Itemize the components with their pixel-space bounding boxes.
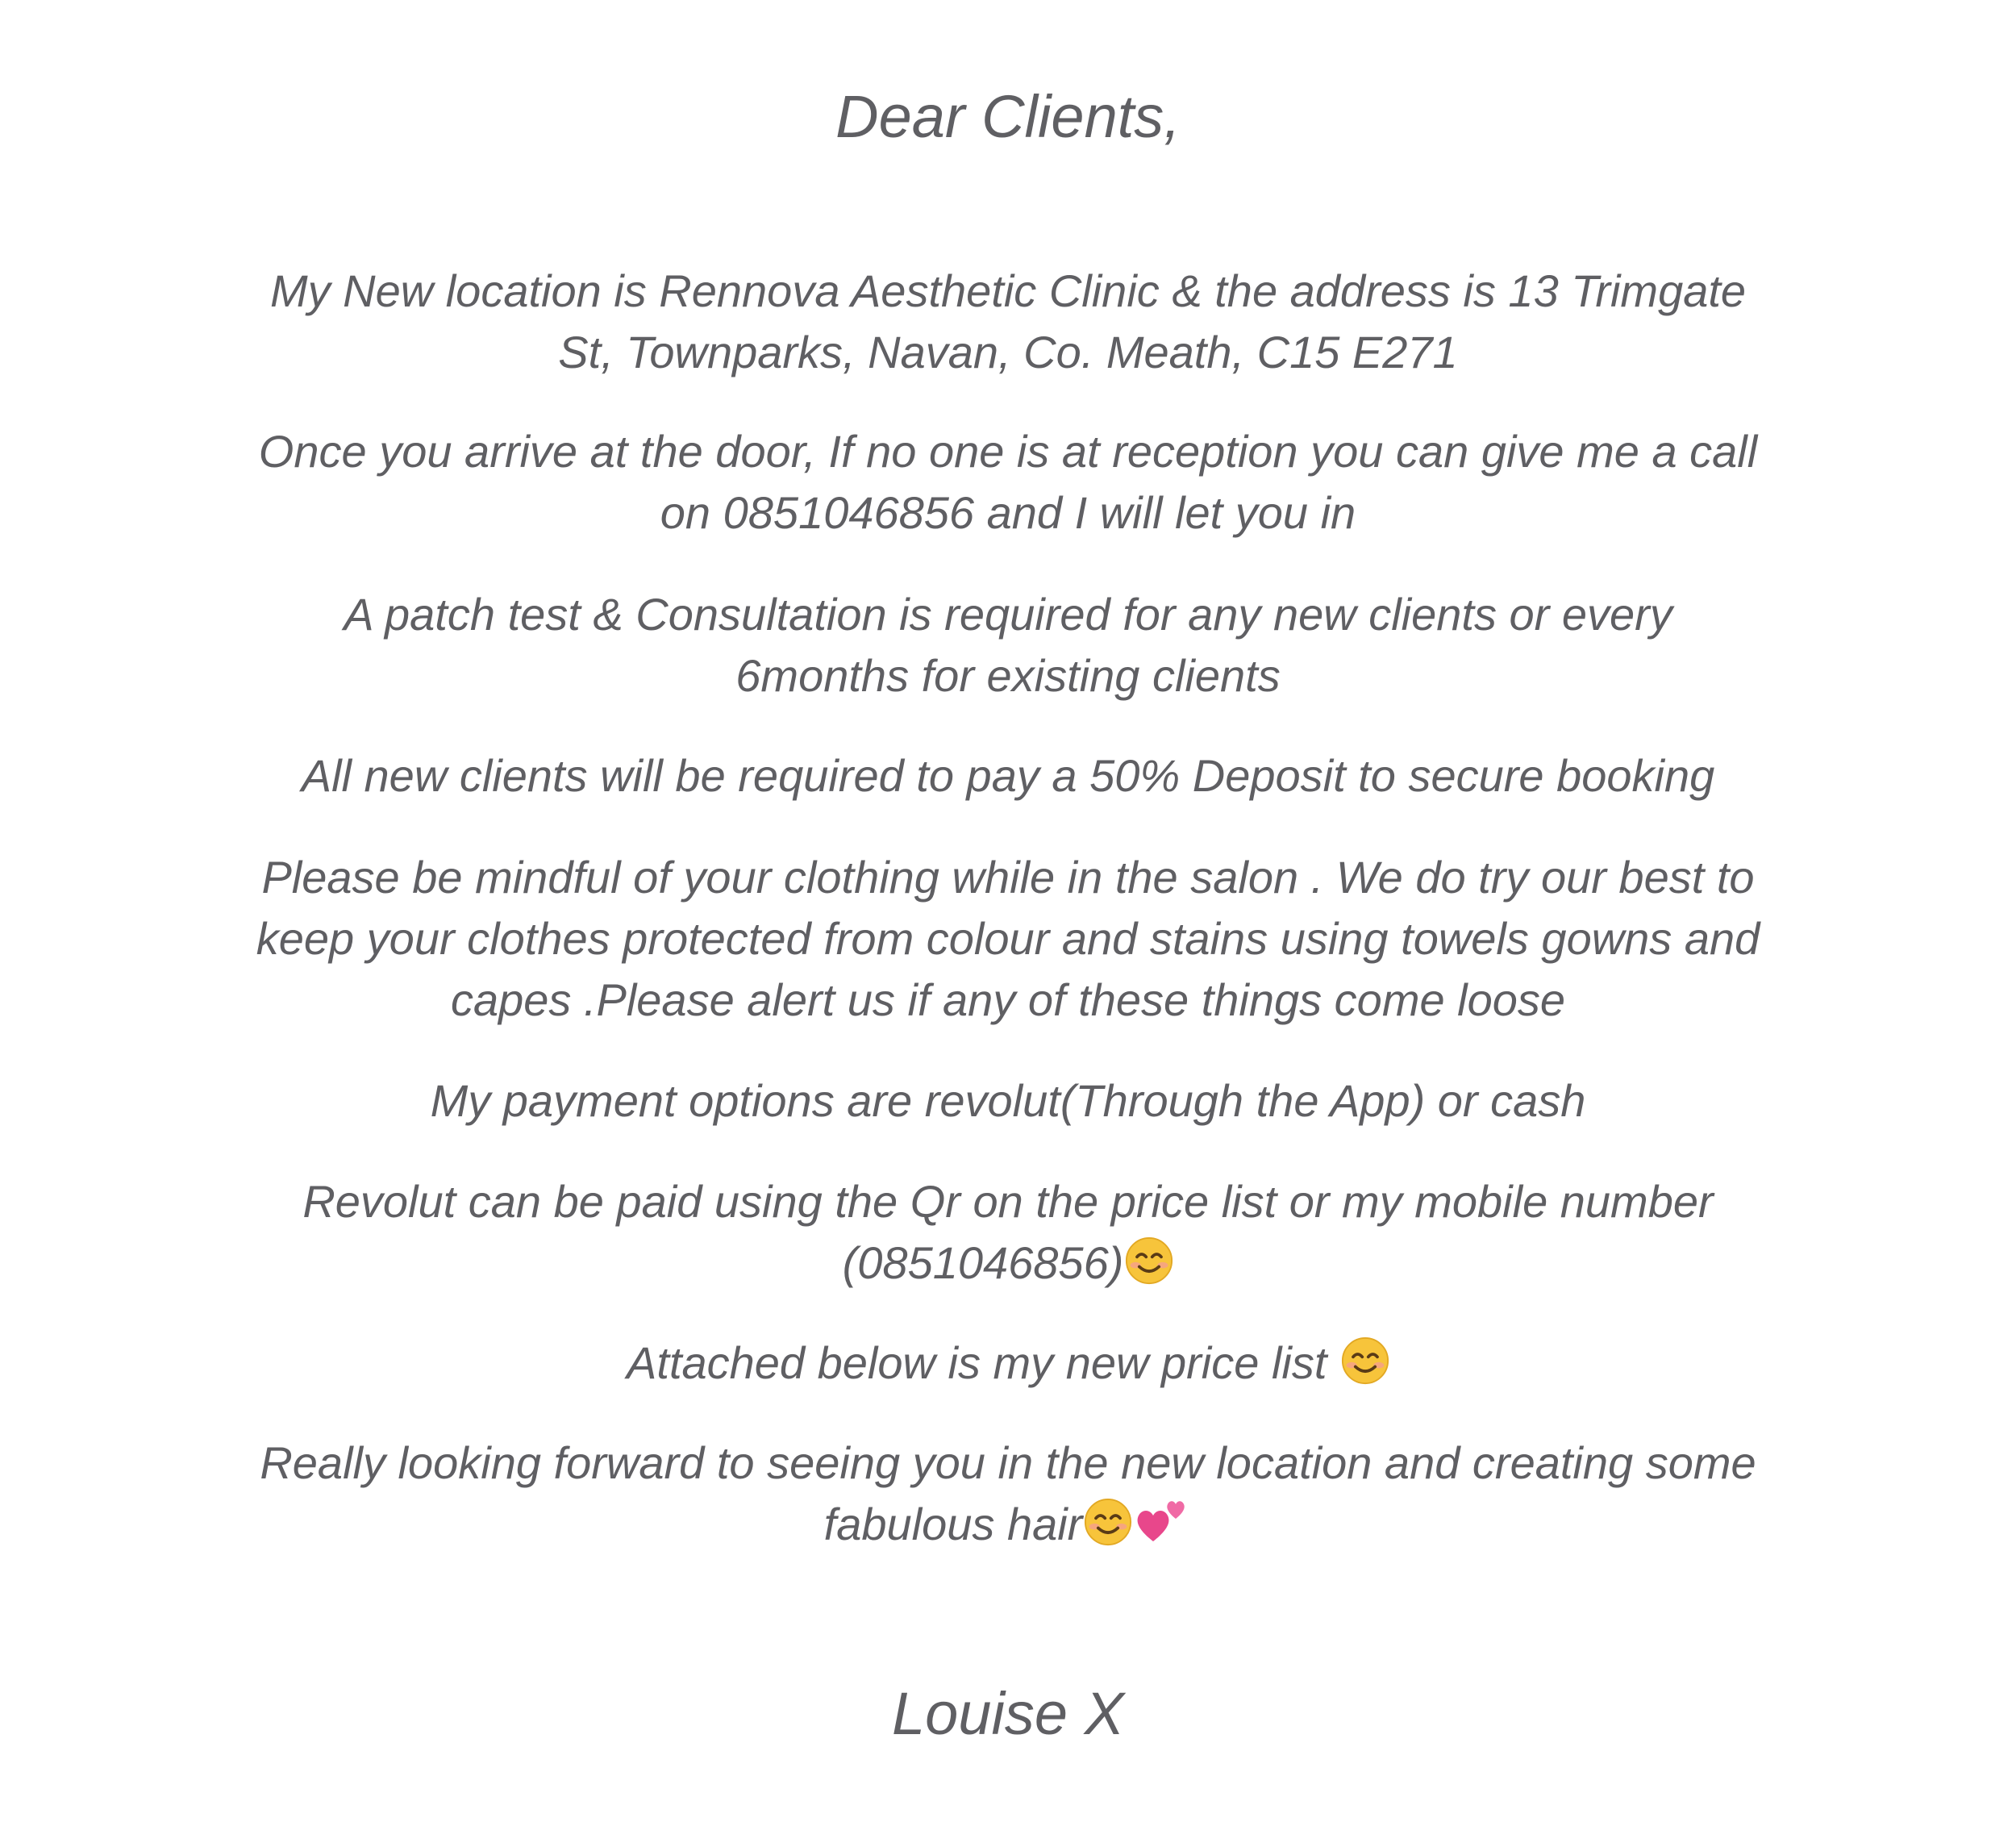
arrival-line-2: on 0851046856 and I will let you in — [660, 487, 1356, 538]
location-paragraph — [202, 261, 1814, 383]
patch-line-1: A patch test & Consultation is required for any new clients or every — [344, 589, 1672, 640]
patch-test-paragraph — [202, 584, 1814, 707]
smiling-face-icon — [1084, 1498, 1132, 1562]
revolut-line-2: (0851046856) — [842, 1237, 1124, 1288]
deposit-paragraph — [202, 745, 1814, 807]
payment-line: My payment options are revolut(Through the App) or cash — [430, 1075, 1586, 1126]
location-line-1: My New location is Rennova Aesthetic Clinic & the address is 13 Trimgate — [269, 265, 1747, 316]
location-line-2: St, Townparks, Navan, Co. Meath, C15 E271 — [558, 327, 1458, 377]
payment-paragraph — [202, 1070, 1814, 1132]
patch-line-2: 6months for existing clients — [735, 650, 1281, 701]
smiling-face-icon — [1341, 1336, 1389, 1400]
two-hearts-icon — [1134, 1495, 1192, 1562]
arrival-line-1: Once you arrive at the door, If no one is at reception you can give me a call — [258, 426, 1758, 477]
clothing-paragraph — [202, 847, 1814, 1031]
clothing-line-2: keep your clothes protected from colour and stains using towels gowns and — [256, 913, 1760, 964]
closing-line-1: Really looking forward to seeing you in the new location and creating some — [260, 1437, 1756, 1488]
closing-paragraph — [202, 1432, 1814, 1562]
closing-line-2: fabulous hair — [823, 1499, 1083, 1549]
signature: Louise X — [892, 1680, 1124, 1747]
arrival-paragraph — [202, 421, 1814, 544]
price-list-line: Attached below is my new price list — [627, 1337, 1339, 1388]
clothing-line-3: capes .Please alert us if any of these things come loose — [450, 974, 1566, 1025]
revolut-line-1: Revolut can be paid using the Qr on the price list or my mobile number — [302, 1176, 1714, 1227]
deposit-line: All new clients will be required to pay a 50% Deposit to secure booking — [301, 750, 1715, 801]
smiling-face-icon — [1125, 1236, 1173, 1300]
price-list-paragraph — [202, 1332, 1814, 1400]
clothing-line-1: Please be mindful of your clothing while in the salon . We do try our best to — [261, 852, 1755, 903]
greeting: Dear Clients, — [835, 83, 1181, 150]
revolut-paragraph — [202, 1171, 1814, 1300]
